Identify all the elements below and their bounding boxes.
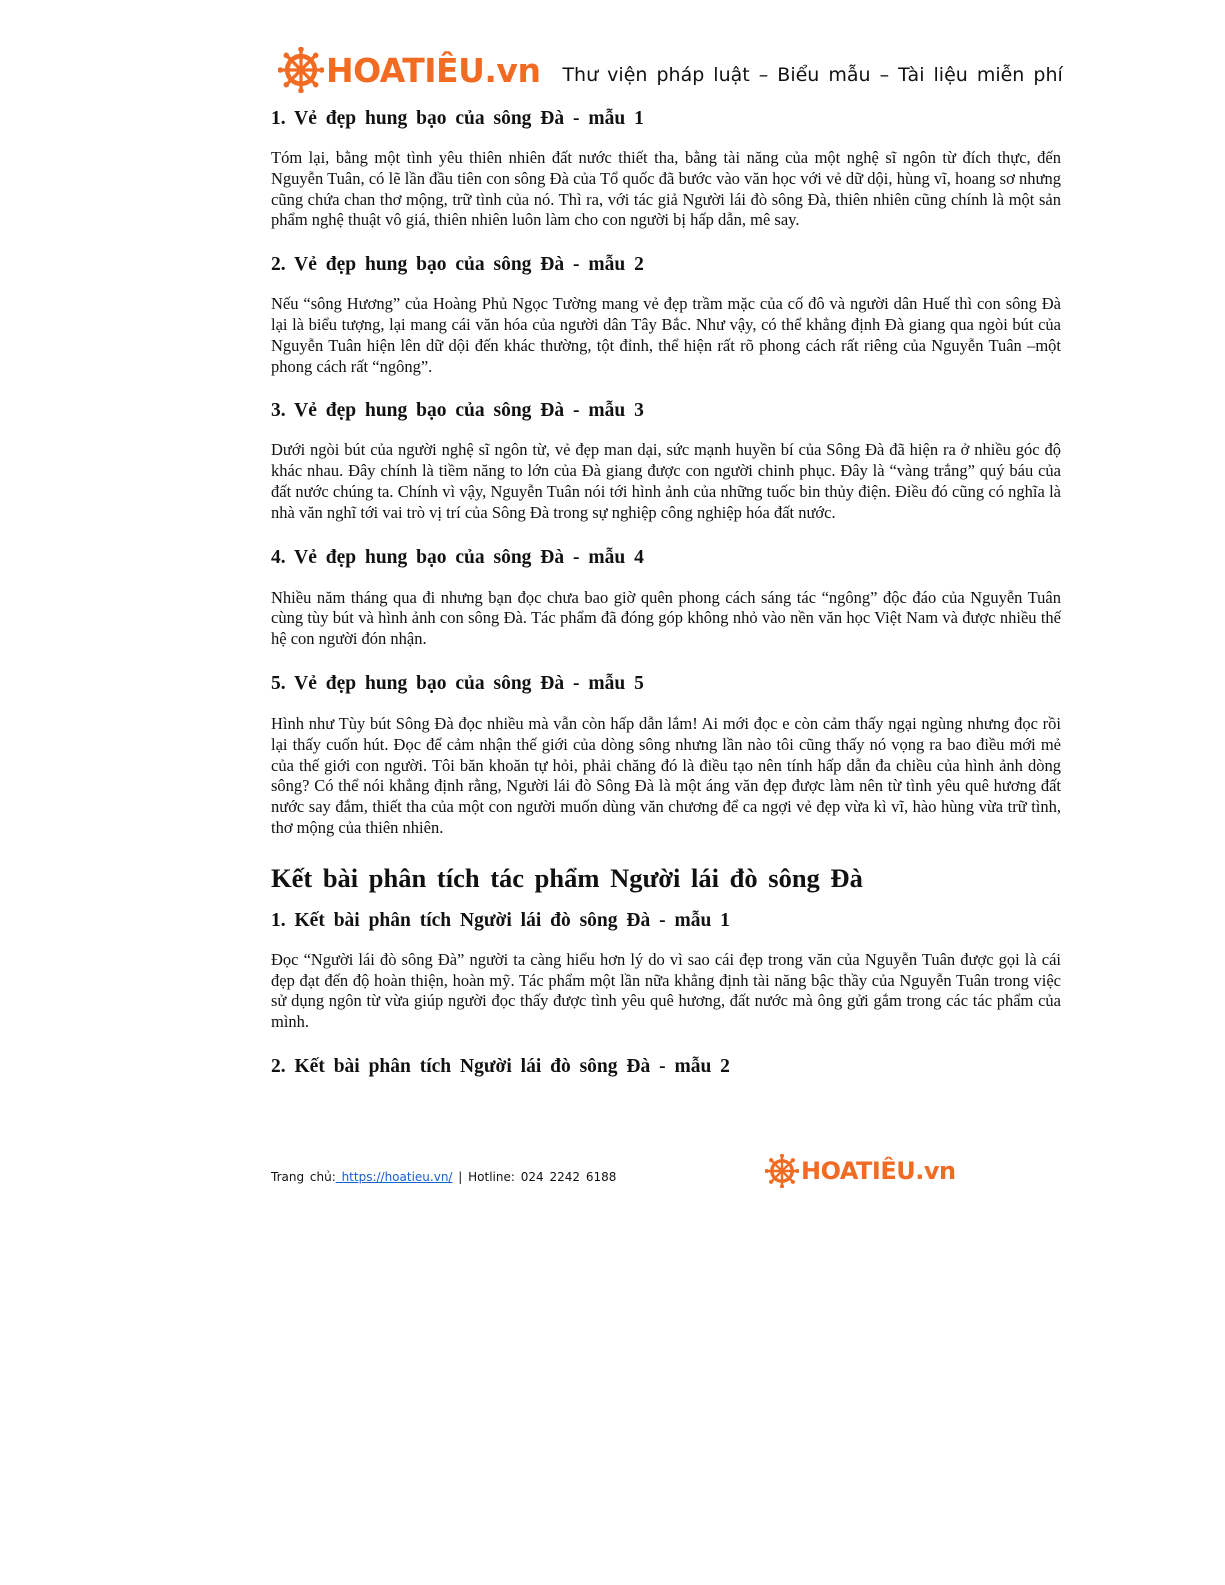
footer-separator: | bbox=[452, 1170, 469, 1184]
section-heading: 3. Vẻ đẹp hung bạo của sông Đà - mẫu 3 bbox=[271, 400, 644, 422]
brand-logo-text: HOATIÊU.vn bbox=[326, 50, 541, 90]
home-label: Trang chủ: bbox=[271, 1170, 336, 1184]
section-paragraph: Dưới ngòi bút của người nghệ sĩ ngôn từ, vẻ đẹp man dại, sức mạnh huyền bí của Sông Đà đã hiện ra ở nhiều góc độ khác nhau. Đây chính là tiềm năng to lớn của Đà giang được con người chinh phục. Đây là “vàng trắng” quý báu của đất nước chúng ta. Chính vì vậy, Nguyễn Tuân nói tới hình ảnh của những tuốc bin thủy điện. Điều đó cũng có nghĩa là nhà văn nghĩ tới vai trò vị trí của Sông Đà trong sự nghiệp công nghiệp hóa đất nước. bbox=[271, 440, 1061, 522]
section-heading: 1. Kết bài phân tích Người lái đò sông Đà - mẫu 1 bbox=[271, 909, 730, 931]
ship-wheel-icon bbox=[278, 47, 324, 93]
footer-contact bbox=[271, 1170, 616, 1184]
section-paragraph: Hình như Tùy bút Sông Đà đọc nhiều mà vẫn còn hấp dẫn lắm! Ai mới đọc e còn cảm thấy ngại ngùng nhưng đọc rồi lại thấy cuốn hút. Đọc để cảm nhận thế giới của dòng sông nhưng lần nào tôi cũng thấy nó vọng ra bao điều mới mẻ của thế giới con người. Tôi băn khoăn tự hỏi, phải chăng đó là điều tạo nên tính hấp dẫn đa chiều của hình ảnh dòng sông? Có thể nói khẳng định rằng, Người lái đò Sông Đà là một áng văn đẹp được làm nên từ tình yêu quê hương đất nước say đắm, thiết tha của một con người muốn dùng văn chương để ca ngợi vẻ đẹp vừa kì vĩ, hào hùng vừa trữ tình, thơ mộng của thiên nhiên. bbox=[271, 713, 1061, 837]
page-footer bbox=[271, 1150, 971, 1196]
footer-logo[interactable] bbox=[765, 1154, 956, 1188]
header-tagline: Thư viện pháp luật – Biểu mẫu – Tài liệu miễn phí bbox=[562, 64, 1063, 86]
home-link[interactable]: https://hoatieu.vn/ bbox=[335, 1170, 453, 1184]
section-paragraph: Nếu “sông Hương” của Hoàng Phủ Ngọc Tường mang vẻ đẹp trầm mặc của cố đô và người dân Huế thì con sông Đà lại là biểu tượng, lại mang cái văn hóa của người dân Tây Bắc. Như vậy, có thể khẳng định Đà giang qua ngòi bút của Nguyễn Tuân hiện lên dữ dội đến khác thường, tột đỉnh, thể hiện rất rõ phong cách rất riêng của Nguyễn Tuân –một phong cách rất “ngông”. bbox=[271, 294, 1061, 376]
section-paragraph: Tóm lại, bằng một tình yêu thiên nhiên đất nước thiết tha, bằng tài năng của một nghệ sĩ ngôn từ đích thực, đến Nguyễn Tuân, có lẽ lần đầu tiên con sông Đà của Tổ quốc đã bước vào văn học với vẻ dữ dội, hùng vĩ, hoang sơ nhưng cũng chứa chan thơ mộng, trữ tình của nó. Thì ra, với tác giả Người lái đò sông Đà, thiên nhiên cũng chính là một sản phẩm nghệ thuật vô giá, thiên nhiên luôn làm cho con người bị hấp dẫn, mê say. bbox=[271, 148, 1061, 230]
section-paragraph: Nhiều năm tháng qua đi nhưng bạn đọc chưa bao giờ quên phong cách sáng tác “ngông” độc đáo của Nguyễn Tuân cùng tùy bút và hình ảnh con sông Đà. Tác phẩm đã đóng góp không nhỏ vào nền văn học Việt Nam và được nhiều thế hệ con người đón nhận. bbox=[271, 587, 1061, 649]
footer-logo-text: HOATIÊU.vn bbox=[801, 1157, 956, 1185]
section-heading: 2. Kết bài phân tích Người lái đò sông Đà - mẫu 2 bbox=[271, 1055, 730, 1077]
section-paragraph: Đọc “Người lái đò sông Đà” người ta càng hiểu hơn lý do vì sao cái đẹp trong văn của Nguyễn Tuân được gọi là cái đẹp đạt đến độ hoàn thiện, hoàn mỹ. Tác phẩm một lần nữa khẳng định tài năng bậc thầy của Nguyễn Tuân trong việc sử dụng ngôn từ vừa giúp người đọc thấy được tình yêu quê hương, đất nước mà ông gửi gắm trong các tác phẩm của mình. bbox=[271, 949, 1061, 1032]
section-heading: 1. Vẻ đẹp hung bạo của sông Đà - mẫu 1 bbox=[271, 108, 644, 129]
document-body bbox=[271, 104, 1061, 1080]
page-header bbox=[278, 44, 1063, 96]
main-heading: Kết bài phân tích tác phẩm Người lái đò sông Đà bbox=[271, 862, 863, 893]
hotline-text: Hotline: 024 2242 6188 bbox=[468, 1170, 617, 1184]
section-heading: 2. Vẻ đẹp hung bạo của sông Đà - mẫu 2 bbox=[271, 254, 644, 276]
section-heading: 5. Vẻ đẹp hung bạo của sông Đà - mẫu 5 bbox=[271, 672, 644, 694]
ship-wheel-icon bbox=[765, 1154, 799, 1188]
section-heading: 4. Vẻ đẹp hung bạo của sông Đà - mẫu 4 bbox=[271, 546, 644, 568]
page-bottom-edge bbox=[0, 1570, 1225, 1585]
brand-logo[interactable] bbox=[278, 47, 540, 93]
